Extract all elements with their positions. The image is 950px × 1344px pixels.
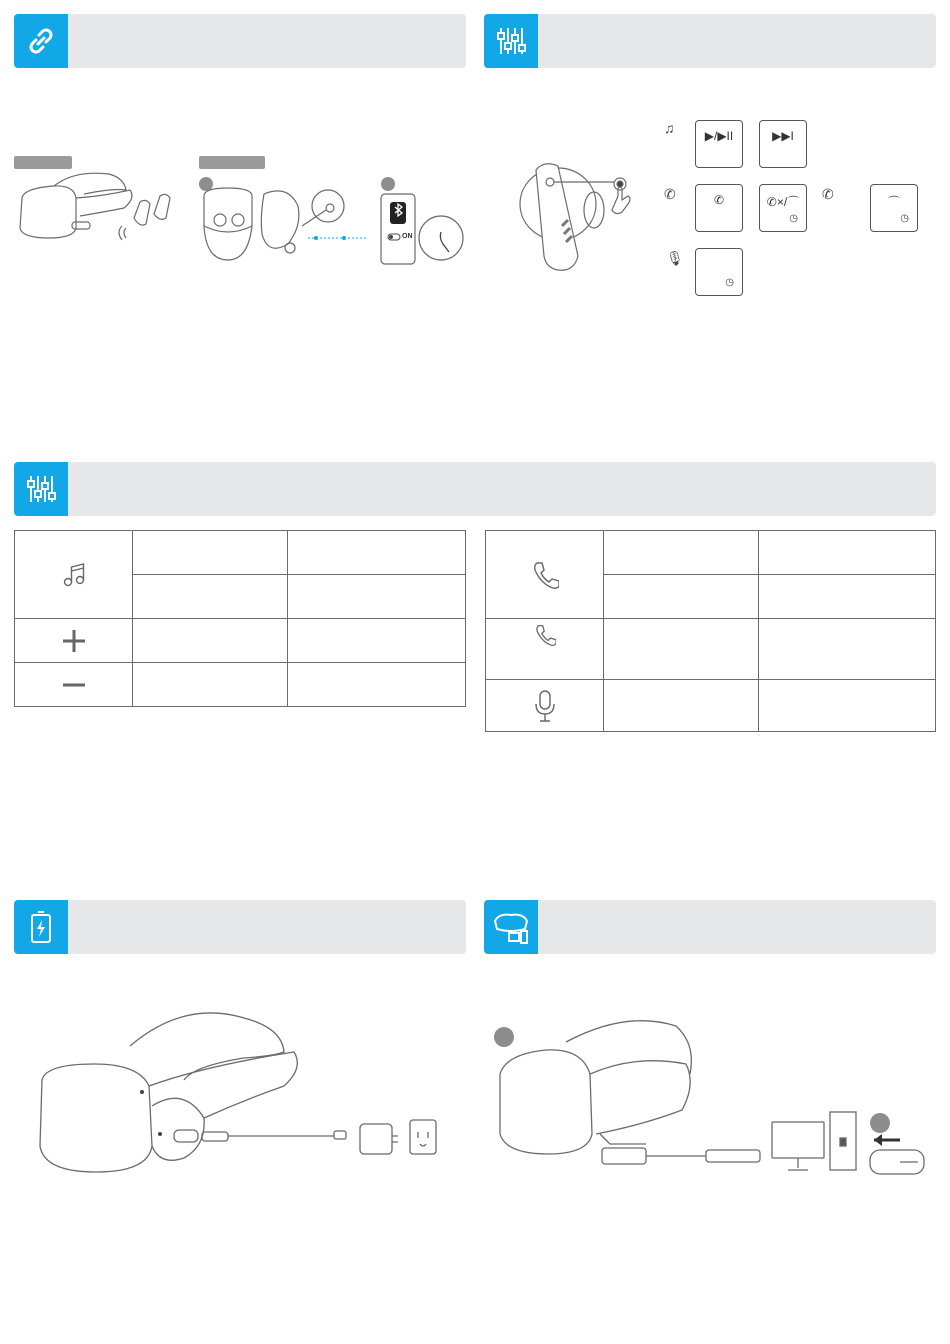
table-cell [604, 575, 759, 619]
play-pause-glyph: ▶/▶II [704, 129, 734, 143]
next-track-glyph: ▶▶I [772, 129, 794, 143]
battery-charging-icon [14, 900, 68, 954]
music-controls-table [14, 530, 466, 707]
music-note-icon [15, 531, 133, 619]
answer-call-icon: ✆ [713, 193, 725, 207]
microphone-icon [486, 680, 604, 732]
hang-up-icon: ⌒ [887, 195, 900, 209]
play-pause-button[interactable] [695, 120, 743, 168]
link-icon [14, 14, 68, 68]
table-cell [288, 531, 466, 575]
mic-hold-button[interactable] [695, 248, 743, 296]
table-cell [133, 531, 288, 575]
table-cell [604, 531, 759, 575]
table-cell [288, 663, 466, 707]
reject-end-call-button[interactable] [759, 184, 807, 232]
table-cell [759, 680, 936, 732]
hold-end-call-button[interactable] [870, 184, 918, 232]
vr-connection-header [484, 900, 936, 954]
charging-header [14, 900, 466, 954]
equalizer-icon [14, 462, 68, 516]
headset-charging-illustration [34, 1006, 444, 1176]
table-cell [604, 619, 759, 680]
table-cell [759, 575, 936, 619]
step-number-2 [381, 177, 395, 191]
next-track-button[interactable] [759, 120, 807, 168]
controls-overview-header [484, 14, 936, 68]
charging-case-illustration [198, 186, 374, 266]
table-cell [604, 680, 759, 732]
phone-bluetooth-icon: ✆ [664, 186, 676, 202]
volume-down-icon [15, 663, 133, 707]
hold-clock-icon: ◷ [789, 213, 798, 224]
table-cell [288, 575, 466, 619]
volume-up-icon [15, 619, 133, 663]
vr-headset-pc-icon [484, 900, 538, 954]
headset-pc-dongle-illustration [496, 1014, 932, 1182]
phone-bluetooth-illustration [379, 192, 469, 270]
vr-headset-earbuds-illustration [14, 168, 194, 248]
bluetooth-switch-label: ON [402, 233, 413, 240]
table-cell [133, 619, 288, 663]
call-controls-table [485, 530, 936, 732]
pairing-header [14, 14, 466, 68]
music-note-icon: ♫ [664, 120, 675, 136]
answer-call-button[interactable] [695, 184, 743, 232]
phone-icon [486, 619, 604, 680]
table-cell [133, 663, 288, 707]
reject-end-call-icon: ✆×/⌒ [766, 195, 800, 209]
hold-clock-icon: ◷ [725, 277, 734, 288]
table-cell [759, 619, 936, 680]
table-cell [759, 531, 936, 575]
controls-table-header [14, 462, 936, 516]
equalizer-icon [484, 14, 538, 68]
table-cell [133, 575, 288, 619]
hold-clock-icon: ◷ [900, 213, 909, 224]
microphone-icon: 🎙︎ [666, 250, 684, 266]
table-cell [288, 619, 466, 663]
phone-icon: ✆ [822, 186, 834, 202]
step-label-b [199, 156, 265, 169]
phone-icon [486, 531, 604, 619]
earbud-touch-illustration [514, 156, 642, 276]
